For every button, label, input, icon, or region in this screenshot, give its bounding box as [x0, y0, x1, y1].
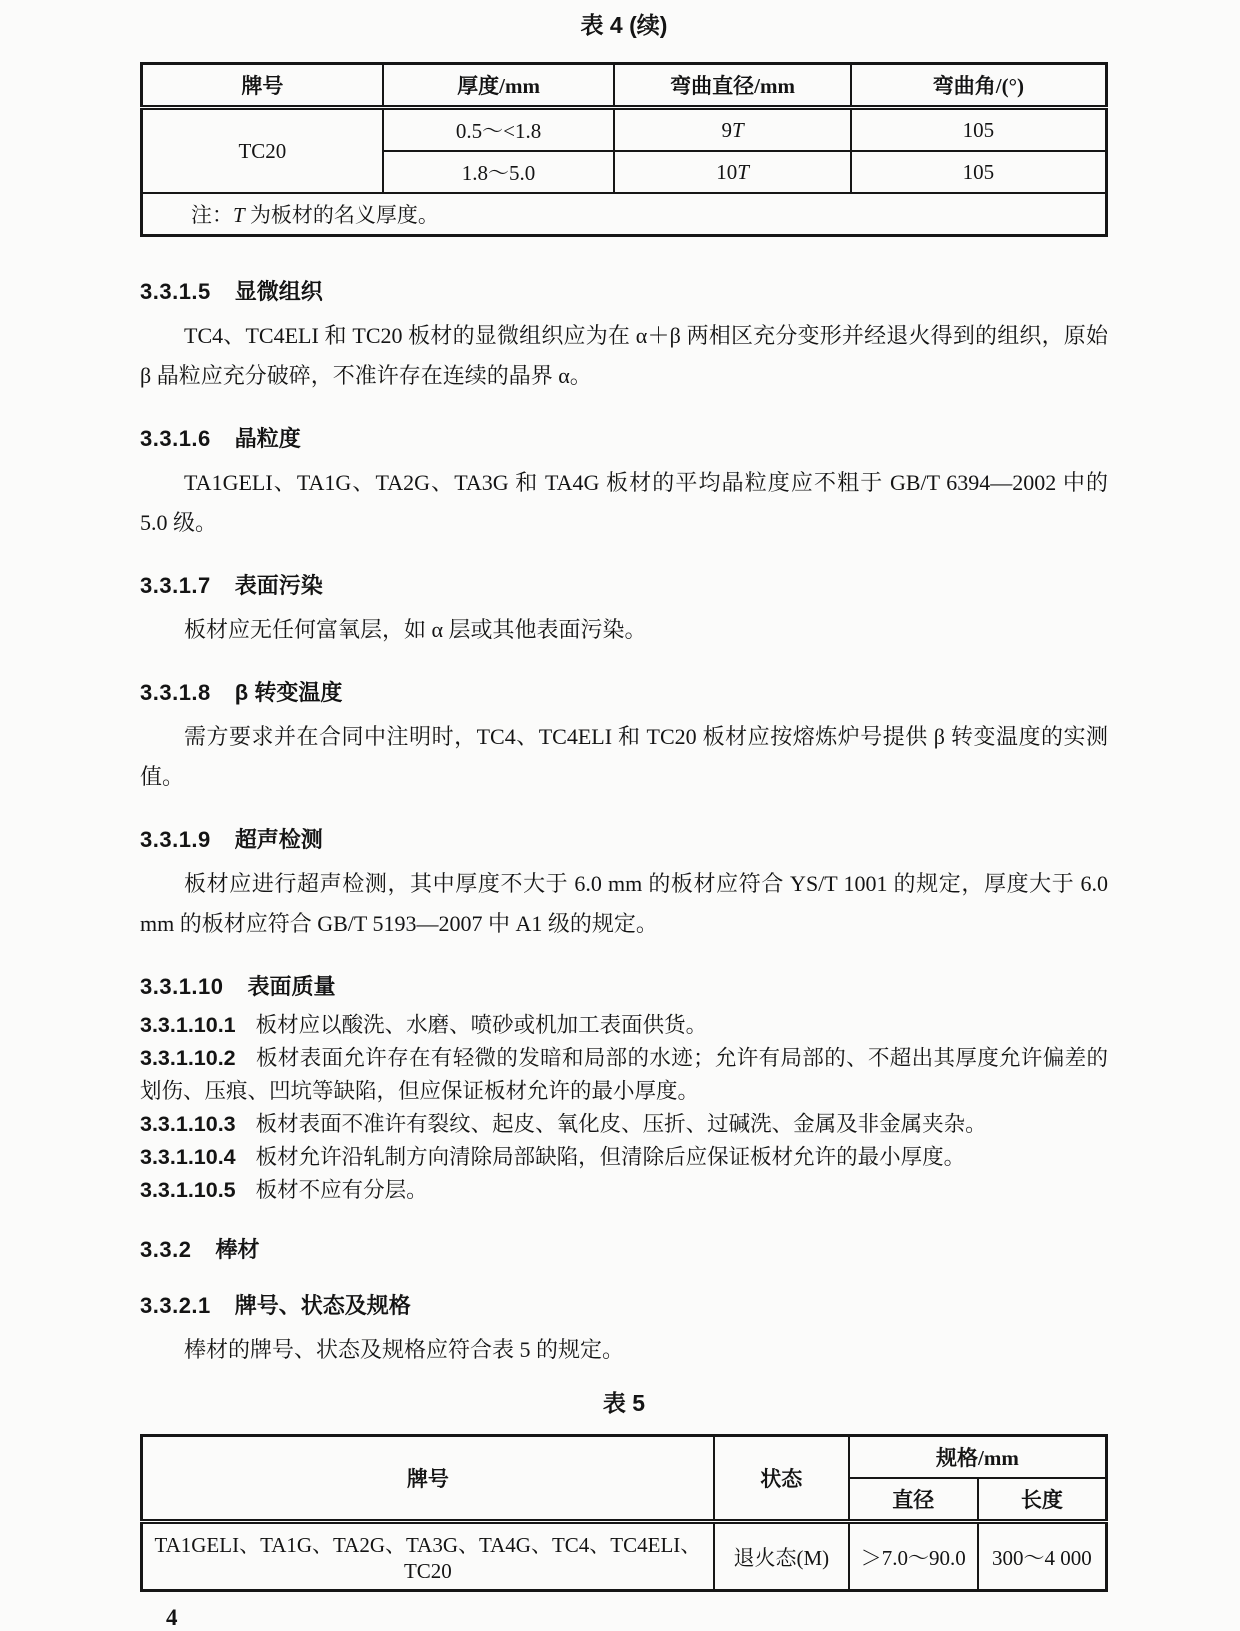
clause-text: 板材不应有分层。 [255, 1178, 428, 1202]
table5-header-state: 状态 [714, 1436, 849, 1522]
bend-diameter-symbol: T [731, 117, 744, 142]
table5-caption: 表 5 [602, 1390, 646, 1416]
bend-diameter-symbol: T [737, 159, 749, 184]
table5-header-row-top [142, 1436, 1107, 1479]
section-number: 3.3.2 [140, 1237, 192, 1262]
table4-note-row [142, 193, 1107, 236]
table4-header-bend-diameter: 弯曲直径/mm [614, 64, 850, 108]
section-body-3-3-1-7: 板材应无任何富氧层，如 α 层或其他表面污染。 [184, 617, 647, 642]
table4-cell-grade: TC20 [142, 108, 383, 194]
clause-3-3-1-10-5 [140, 1174, 1108, 1207]
clause-number: 3.3.1.10.5 [140, 1178, 236, 1202]
section-body-3-3-1-8: 需方要求并在合同中注明时，TC4、TC4ELI 和 TC20 板材应按熔炼炉号提供 β 转变温度的实测值。 [140, 724, 1108, 789]
table4-cell-bend-diameter [614, 108, 850, 152]
section-title: 晶粒度 [234, 426, 301, 451]
section-title: 牌号、状态及规格 [234, 1293, 411, 1318]
section-number: 3.3.1.8 [140, 680, 211, 705]
section-number: 3.3.2.1 [140, 1293, 211, 1318]
section-heading-3-3-2-1 [140, 1293, 1108, 1319]
clause-number: 3.3.1.10.4 [140, 1145, 236, 1169]
clause-text: 板材应以酸洗、水磨、喷砂或机加工表面供货。 [255, 1013, 708, 1037]
table4-note [142, 193, 1107, 236]
table4-row [142, 108, 1107, 152]
clause-number: 3.3.1.10.2 [140, 1046, 236, 1070]
table4-header-row [142, 64, 1107, 108]
clause-text: 板材表面允许存在有轻微的发暗和局部的水迹；允许有局部的、不超出其厚度允许偏差的划伤、压痕、凹坑等缺陷，但应保证板材允许的最小厚度。 [140, 1046, 1108, 1103]
clause-text: 板材表面不准许有裂纹、起皮、氧化皮、压折、过碱洗、金属及非金属夹杂。 [255, 1112, 987, 1136]
section-number: 3.3.1.5 [140, 279, 211, 304]
table4-cell-bend-diameter [614, 151, 850, 193]
section-heading-3-3-1-5 [140, 279, 1108, 305]
bend-diameter-value: 10 [716, 159, 738, 184]
table4-cell-bend-angle: 105 [851, 151, 1107, 193]
table5-cell-diameter: ＞7.0～90.0 [849, 1522, 978, 1591]
note-text: 为板材的名义厚度。 [244, 203, 439, 227]
table4-header-bend-angle: 弯曲角/(°) [851, 64, 1107, 108]
table4-header-thickness: 厚度/mm [383, 64, 615, 108]
clause-3-3-1-10-2 [140, 1042, 1108, 1108]
section-body-3-3-1-9: 板材应进行超声检测，其中厚度不大于 6.0 mm 的板材应符合 YS/T 1001 的规定，厚度大于 6.0 mm 的板材应符合 GB/T 5193—2007 中 A1 级的规定。 [140, 871, 1108, 936]
section-title: 表面污染 [234, 573, 323, 598]
table4-caption: 表 4 (续) [580, 12, 668, 38]
section-body-3-3-2-1: 棒材的牌号、状态及规格应符合表 5 的规定。 [184, 1337, 625, 1362]
clause-3-3-1-10-4 [140, 1141, 1108, 1174]
section-heading-3-3-1-8 [140, 680, 1108, 706]
table5 [140, 1434, 1108, 1592]
section-body-3-3-1-5: TC4、TC4ELI 和 TC20 板材的显微组织应为在 α＋β 两相区充分变形并经退火得到的组织，原始 β 晶粒应充分破碎，不准许存在连续的晶界 α。 [140, 323, 1108, 388]
note-label: 注： [191, 203, 233, 227]
section-number: 3.3.1.10 [140, 974, 224, 999]
section-heading-3-3-1-10 [140, 974, 1108, 1000]
section-title: 显微组织 [234, 279, 323, 304]
table5-header-spec: 规格/mm [849, 1436, 1107, 1479]
table5-header-diameter: 直径 [849, 1478, 978, 1522]
clause-3-3-1-10-3 [140, 1108, 1108, 1141]
table5-data-row [142, 1522, 1107, 1591]
section-heading-3-3-1-7 [140, 573, 1108, 599]
table5-cell-grades: TA1GELI、TA1G、TA2G、TA3G、TA4G、TC4、TC4ELI、TC20 [142, 1522, 714, 1591]
section-body-3-3-1-6: TA1GELI、TA1G、TA2G、TA3G 和 TA4G 板材的平均晶粒度应不粗于 GB/T 6394—2002 中的 5.0 级。 [140, 470, 1108, 535]
table5-cell-length: 300～4 000 [978, 1522, 1107, 1591]
clause-number: 3.3.1.10.1 [140, 1013, 236, 1037]
section-title: 表面质量 [247, 974, 336, 999]
table5-header-length: 长度 [978, 1478, 1107, 1522]
table5-cell-state: 退火态(M) [714, 1522, 849, 1591]
table4-cell-thickness: 0.5～<1.8 [383, 108, 615, 152]
table4 [140, 62, 1108, 237]
section-title: β 转变温度 [234, 680, 343, 705]
clause-list [140, 1009, 1108, 1207]
section-number: 3.3.1.9 [140, 827, 211, 852]
clause-number: 3.3.1.10.3 [140, 1112, 236, 1136]
table4-header-grade: 牌号 [142, 64, 383, 108]
note-symbol: T [233, 203, 245, 227]
bend-diameter-value: 9 [721, 117, 732, 142]
section-number: 3.3.1.6 [140, 426, 211, 451]
clause-3-3-1-10-1 [140, 1009, 1108, 1042]
section-title: 棒材 [215, 1237, 260, 1262]
clause-text: 板材允许沿轧制方向清除局部缺陷，但清除后应保证板材允许的最小厚度。 [255, 1145, 966, 1169]
table5-header-grade: 牌号 [142, 1436, 714, 1522]
section-heading-3-3-1-9 [140, 827, 1108, 853]
table4-cell-thickness: 1.8～5.0 [383, 151, 615, 193]
table4-cell-bend-angle: 105 [851, 108, 1107, 152]
section-heading-3-3-2 [140, 1237, 1108, 1263]
page-number: 4 [166, 1605, 178, 1630]
section-title: 超声检测 [234, 827, 323, 852]
section-number: 3.3.1.7 [140, 573, 211, 598]
section-heading-3-3-1-6 [140, 426, 1108, 452]
